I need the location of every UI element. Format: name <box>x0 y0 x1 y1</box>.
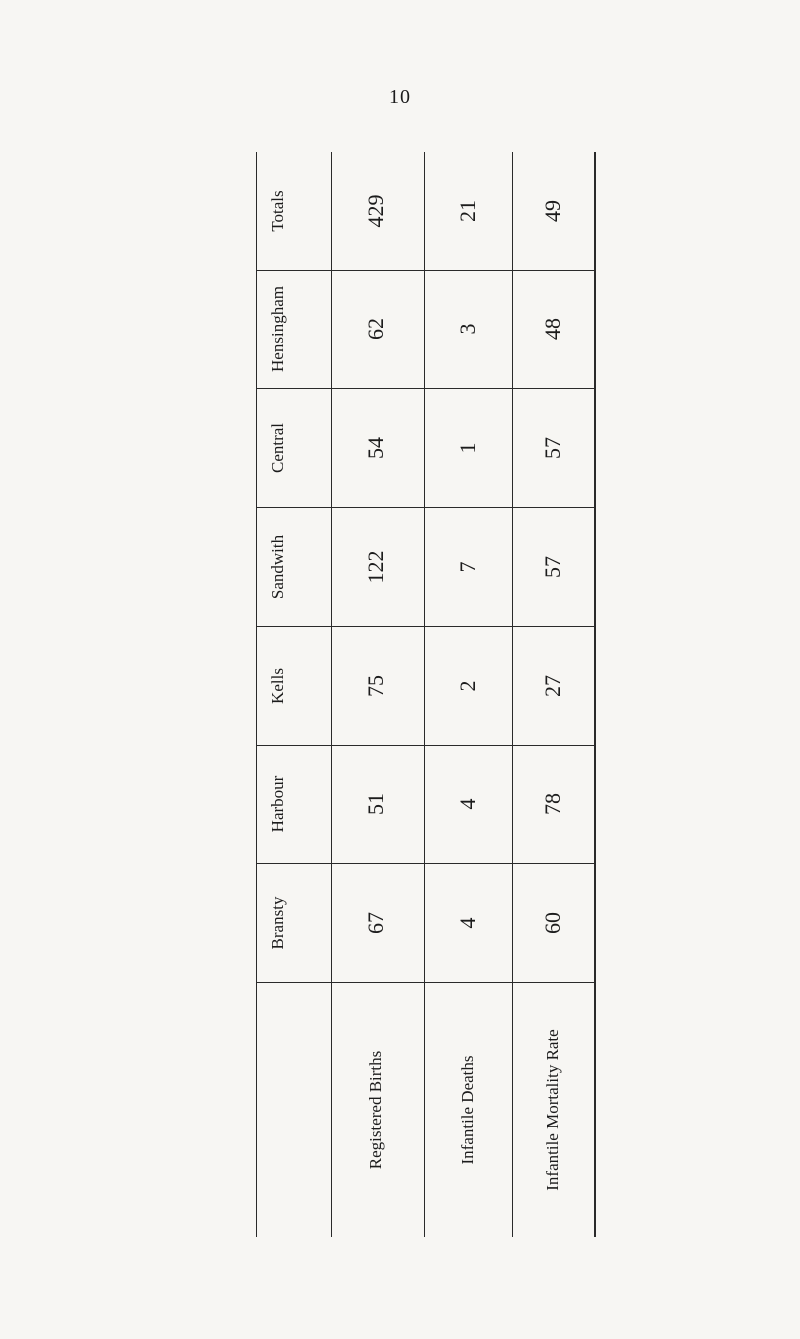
hensingham-rate: 48 <box>540 318 565 340</box>
bransty-rate: 60 <box>540 912 565 934</box>
table-divider-1 <box>331 152 332 1237</box>
row-divider-7 <box>256 982 596 983</box>
row-divider-4 <box>256 626 596 627</box>
header-central: Central <box>268 422 287 474</box>
central-births: 54 <box>363 437 388 459</box>
kells-births: 75 <box>363 675 388 697</box>
header-hensingham: Hensingham <box>268 286 287 372</box>
label-registered-births: Registered Births <box>366 1050 385 1170</box>
hensingham-births: 62 <box>363 318 388 340</box>
table-divider-3 <box>512 152 513 1237</box>
central-rate: 57 <box>540 437 565 459</box>
row-divider-2 <box>256 388 596 389</box>
bransty-deaths: 4 <box>455 917 480 929</box>
row-divider-1 <box>256 270 596 271</box>
sandwith-rate: 57 <box>540 556 565 578</box>
births-deaths-table <box>256 152 596 1237</box>
header-sandwith: Sandwith <box>268 534 287 600</box>
row-divider-5 <box>256 745 596 746</box>
central-deaths: 1 <box>455 442 480 454</box>
hensingham-deaths: 3 <box>455 323 480 335</box>
sandwith-deaths: 7 <box>455 561 480 573</box>
page-number: 10 <box>389 86 411 108</box>
row-divider-6 <box>256 863 596 864</box>
label-infantile-mortality-rate: Infantile Mortality Rate <box>543 1029 562 1191</box>
table-border-right <box>594 152 596 1237</box>
header-totals: Totals <box>268 190 287 232</box>
label-infantile-deaths: Infantile Deaths <box>458 1055 477 1165</box>
harbour-rate: 78 <box>540 793 565 815</box>
table-border-left <box>256 152 257 1237</box>
kells-deaths: 2 <box>455 680 480 692</box>
kells-rate: 27 <box>540 675 565 697</box>
bransty-births: 67 <box>363 912 388 934</box>
table-divider-2 <box>424 152 425 1237</box>
totals-deaths: 21 <box>455 200 480 222</box>
harbour-deaths: 4 <box>455 798 480 810</box>
header-kells: Kells <box>268 668 287 704</box>
header-bransty: Bransty <box>268 896 287 950</box>
totals-births: 429 <box>363 194 388 228</box>
row-divider-3 <box>256 507 596 508</box>
harbour-births: 51 <box>363 793 388 815</box>
totals-rate: 49 <box>540 200 565 222</box>
sandwith-births: 122 <box>363 550 388 584</box>
header-harbour: Harbour <box>268 775 287 833</box>
